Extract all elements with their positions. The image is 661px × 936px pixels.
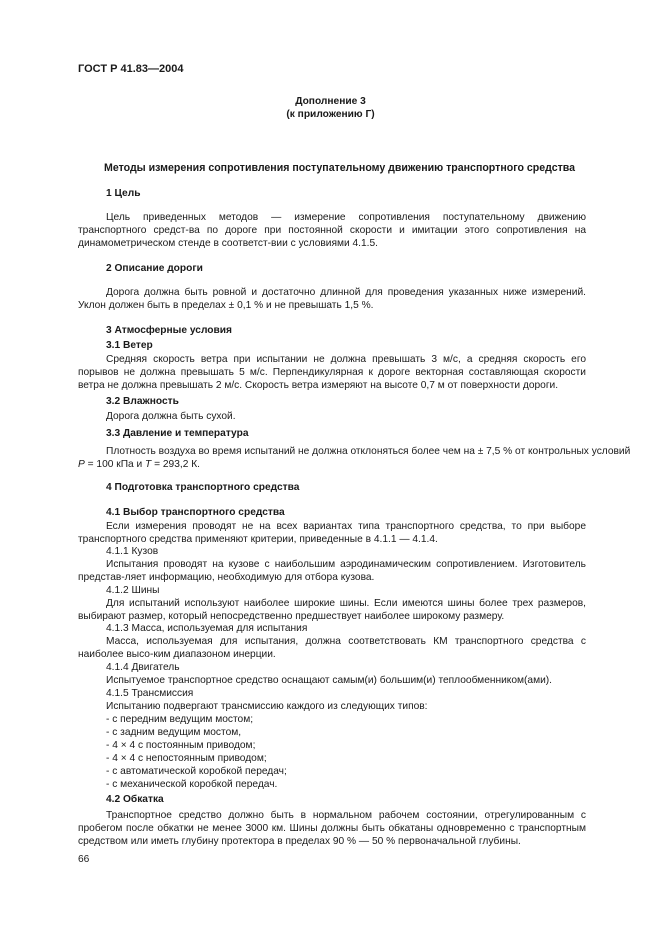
clause-heading: 4.1.4 Двигатель <box>106 662 180 673</box>
standard-code: ГОСТ Р 41.83—2004 <box>78 63 184 75</box>
list-item: - 4 × 4 с постоянным приводом; <box>106 740 256 751</box>
subsection-heading: 4.1 Выбор транспортного средства <box>106 507 285 518</box>
subsection-heading: 4.2 Обкатка <box>106 794 164 805</box>
paragraph: Средняя скорость ветра при испытании не должна превышать 3 м/с, а средняя скорость его порывов не должна превышать 5 м/с. Перпендикулярная к дороге векторная составляющая скорости ветра не должна превышать 2 м/с. Скорость ветра измеряют на высоте 0,7 м от поверхности дороги. <box>78 354 586 391</box>
paragraph: Дорога должна быть сухой. <box>106 411 236 422</box>
subsection-heading: 3.3 Давление и температура <box>106 428 249 439</box>
formula-text: = 100 кПа и <box>84 459 146 470</box>
formula-text: = 293,2 К. <box>151 459 200 470</box>
document-title: Методы измерения сопротивления поступательному движению транспортного средства <box>104 162 576 174</box>
subsection-heading: 3.1 Ветер <box>106 340 153 351</box>
paragraph: Для испытаний используют наиболее широкие шины. Если имеются шины более трех размеров, выбирают размер, который непосредственно предшествует наиболее широкому размеру. <box>78 598 586 622</box>
list-item: - с механической коробкой передач. <box>106 779 278 790</box>
list-item: - с задним ведущим мостом, <box>106 727 242 738</box>
list-item: - с автоматической коробкой передач; <box>106 766 287 777</box>
clause-heading: 4.1.1 Кузов <box>106 546 159 557</box>
temperature-symbol: T <box>145 459 152 470</box>
clause-heading: 4.1.2 Шины <box>106 585 160 596</box>
paragraph: Цель приведенных методов — измерение сопротивления поступательному движению транспортного средст-ва по дороге при постоянной скорости и имитации этого сопротивления на динамометрическом стенде в соответст-вии с условиями 4.1.5. <box>78 212 586 249</box>
section-heading: 1 Цель <box>106 188 141 199</box>
paragraph: Если измерения проводят не на всех вариантах типа транспортного средства, то при выборе транспортного средства применяют критерии, приведенные в 4.1.1 — 4.1.4. <box>78 521 586 545</box>
paragraph: Испытуемое транспортное средство оснащают самым(и) большим(и) теплообменником(ами). <box>106 675 553 686</box>
clause-heading: 4.1.3 Масса, используемая для испытания <box>106 623 308 634</box>
list-item: - 4 × 4 с непостоянным приводом; <box>106 753 267 764</box>
section-heading: 4 Подготовка транспортного средства <box>106 482 300 493</box>
subsection-heading: 3.2 Влажность <box>106 396 179 407</box>
pressure-symbol: P <box>78 459 85 470</box>
section-heading: 2 Описание дороги <box>106 263 203 274</box>
paragraph: Дорога должна быть ровной и достаточно длинной для проведения указанных ниже измерений. Уклон должен быть в пределах ± 0,1 % и не превышать 1,5 %. <box>78 287 586 311</box>
paragraph: Испытанию подвергают трансмиссию каждого из следующих типов: <box>106 701 428 712</box>
annex-title: Дополнение 3 <box>295 96 366 107</box>
annex-reference: (к приложению Г) <box>286 109 375 120</box>
paragraph: Испытания проводят на кузове с наибольшим аэродинамическим сопротивлением. Изготовитель представ-ляет информацию, необходимую для отбора кузова. <box>78 559 586 583</box>
clause-heading: 4.1.5 Трансмиссия <box>106 688 194 699</box>
paragraph: Транспортное средство должно быть в нормальном рабочем состоянии, отрегулированным с пробегом после обкатки не менее 3000 км. Шины должны быть обкатаны одновременно с транспортным средством или иметь глубину протектора в пределах 90 % — 50 % первоначальной глубины. <box>78 810 586 847</box>
paragraph: Плотность воздуха во время испытаний не должна отклоняться более чем на ± 7,5 % от контрольных условий <box>106 446 631 457</box>
section-heading: 3 Атмосферные условия <box>106 325 232 336</box>
paragraph-formula <box>78 458 200 471</box>
page-number: 66 <box>78 854 90 865</box>
list-item: - с передним ведущим мостом; <box>106 714 254 725</box>
paragraph: Масса, используемая для испытания, должна соответствовать КМ транспортного средства с наиболее высо-ким диапазоном инерции. <box>78 636 586 660</box>
